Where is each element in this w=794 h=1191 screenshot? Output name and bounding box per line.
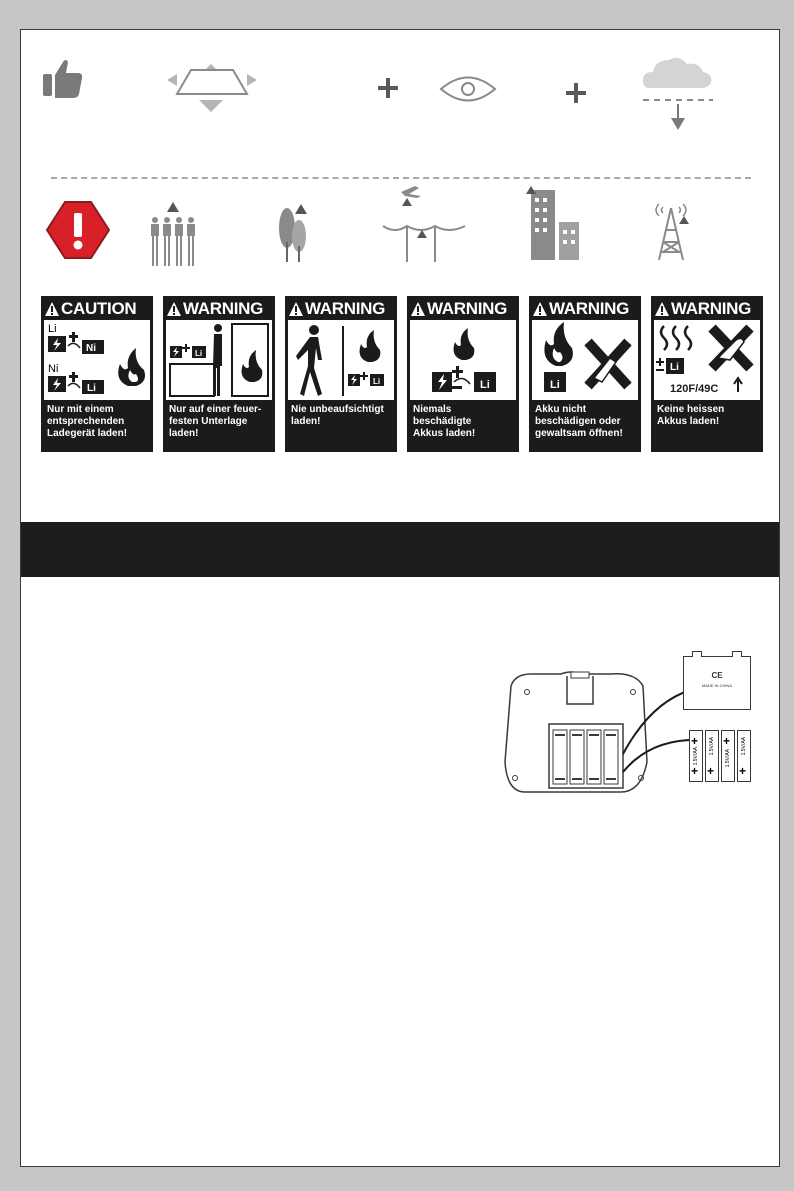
sign-picture bbox=[532, 320, 638, 400]
aa-cell: 1.5V/AA + bbox=[737, 730, 751, 782]
sign-title: WARNING bbox=[671, 299, 752, 318]
person-icon bbox=[214, 324, 222, 332]
sign-text: Nur mit einem entsprechenden Ladegerät laden! bbox=[47, 404, 128, 439]
sign-label: Li bbox=[373, 377, 381, 386]
warning-sign bbox=[529, 296, 641, 452]
sign-text: Keine heissen Akkus laden! bbox=[657, 404, 725, 427]
plus-icon bbox=[565, 82, 587, 104]
sign-text: Niemals beschädigte Akkus laden! bbox=[413, 404, 476, 439]
aa-cell: + 1.5V/AA bbox=[721, 730, 735, 782]
sign-picture bbox=[166, 320, 272, 400]
sign-title: WARNING bbox=[549, 299, 630, 318]
warning-triangle-icon bbox=[288, 301, 304, 317]
warning-signs-row bbox=[41, 296, 761, 452]
sign-title: WARNING bbox=[305, 299, 386, 318]
warning-sign bbox=[163, 296, 275, 452]
sign-header bbox=[44, 299, 150, 319]
cloud-ceiling-icon bbox=[641, 52, 715, 132]
sign-label: Li bbox=[195, 349, 203, 358]
eye-icon bbox=[439, 74, 497, 104]
aa-cell: 1.5V/AA + bbox=[705, 730, 719, 782]
sign-label: Ni bbox=[86, 343, 96, 354]
walking-person-icon bbox=[309, 325, 319, 335]
sign-picture bbox=[288, 320, 394, 400]
heat-waves-icon bbox=[661, 326, 691, 350]
sign-picture bbox=[410, 320, 516, 400]
manual-page bbox=[20, 29, 780, 1167]
warning-triangle-icon bbox=[532, 301, 548, 317]
sign-text: Nur auf einer feuer- festen Unterlage laden! bbox=[169, 404, 262, 439]
sign-title: WARNING bbox=[183, 299, 264, 318]
arrow-up-icon bbox=[734, 378, 742, 392]
aa-cell: + 1.5V/AA + bbox=[689, 730, 703, 782]
made-in-label: MADE IN CHINA bbox=[701, 683, 733, 688]
section-header-band bbox=[20, 522, 780, 577]
sign-label: Li bbox=[480, 379, 490, 391]
dashed-divider bbox=[51, 177, 751, 179]
sign-header bbox=[410, 299, 516, 319]
battery-pack-callout bbox=[683, 656, 751, 710]
sign-text: Akku nicht beschädigen oder gewaltsam öffnen! bbox=[535, 404, 623, 439]
aa-batteries-callout bbox=[689, 730, 751, 782]
sign-picture bbox=[654, 320, 760, 400]
radio-tower-warning-icon bbox=[649, 200, 693, 262]
sign-title: WARNING bbox=[427, 299, 508, 318]
plus-icon bbox=[377, 77, 399, 99]
caution-octagon-icon bbox=[45, 200, 111, 260]
ce-mark: CE bbox=[711, 671, 723, 680]
flame-icon bbox=[454, 328, 475, 360]
sign-label: Li bbox=[670, 362, 679, 373]
sign-label: Li bbox=[550, 379, 560, 391]
warning-sign bbox=[285, 296, 397, 452]
power-lines-warning-icon bbox=[381, 186, 467, 264]
sign-header bbox=[654, 299, 760, 319]
warning-triangle-icon bbox=[410, 301, 426, 317]
sign-label: Li bbox=[48, 323, 57, 335]
warning-sign bbox=[407, 296, 519, 452]
sign-label: Li bbox=[87, 383, 96, 394]
trees-warning-icon bbox=[275, 202, 315, 264]
warning-triangle-icon bbox=[166, 301, 182, 317]
sign-header bbox=[166, 299, 272, 319]
buildings-warning-icon bbox=[525, 186, 583, 262]
warning-triangle-icon bbox=[44, 301, 60, 317]
thumbs-up-icon bbox=[41, 58, 87, 102]
flight-zone-icon bbox=[165, 62, 259, 116]
sign-header bbox=[288, 299, 394, 319]
sign-picture bbox=[44, 320, 150, 400]
warning-sign bbox=[651, 296, 763, 452]
warning-sign bbox=[41, 296, 153, 452]
flame-icon bbox=[360, 330, 381, 362]
sign-text: Nie unbeaufsichtigt laden! bbox=[291, 404, 384, 427]
flame-icon bbox=[242, 350, 263, 382]
crowd-warning-icon bbox=[145, 202, 201, 270]
sign-temperature: 120F/49C bbox=[670, 383, 719, 395]
warning-triangle-icon bbox=[654, 301, 670, 317]
sign-header bbox=[532, 299, 638, 319]
sign-title: CAUTION bbox=[61, 299, 137, 318]
sign-label: Ni bbox=[48, 363, 59, 375]
